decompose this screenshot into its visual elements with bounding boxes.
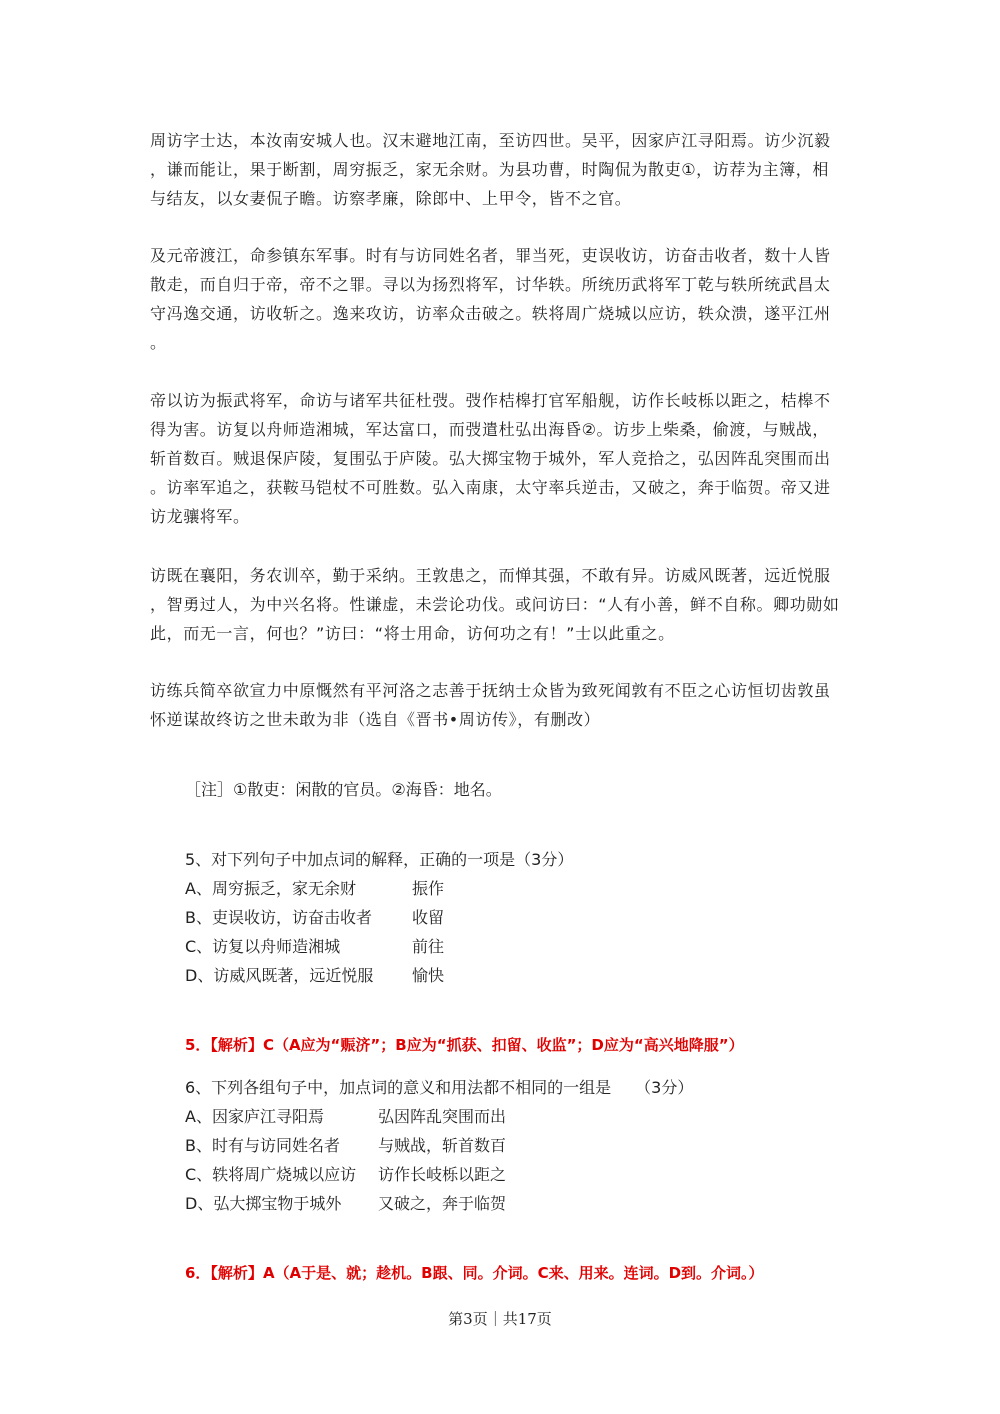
option-gloss: 前往 (412, 937, 445, 956)
page-footer: 第3页｜共17页 (448, 1310, 552, 1328)
option-gloss: 又破之，奔于临贺 (378, 1194, 507, 1213)
question-stem: 5、对下列句子中加点词的解释，正确的一项是（3分） (185, 850, 574, 869)
text-line: 与结友，以女妻侃子瞻。访察孝廉，除郎中、上甲令，皆不之官。 (150, 189, 632, 208)
option-gloss: 访作长岐栎以距之 (378, 1165, 507, 1184)
text-line: 及元帝渡江，命参镇东军事。时有与访同姓名者，罪当死，吏误收访，访奋击收者，数十人皆 (150, 246, 831, 265)
text-line: ，智勇过人，为中兴名将。性谦虚，未尝论功伐。或问访曰：“人有小善，鲜不自称。卿功勋如 (150, 595, 840, 614)
text-line: 访练兵简卒欲宣力中原慨然有平河洛之志善于抚纳士众皆为致死闻敦有不臣之心访恒切齿敦虽 (150, 681, 831, 700)
option-c (185, 932, 573, 961)
passage-paragraph-5 (150, 676, 850, 734)
option-gloss: 愉快 (412, 966, 445, 985)
answer-6: 6．【解析】A（A于是、就；趁机。B跟、同。介词。C来、用来。连词。D到。介词。） (185, 1264, 764, 1282)
passage-paragraph-3 (150, 386, 850, 531)
text-line: 散走，而自归于帝，帝不之罪。寻以为扬烈将军，讨华轶。所统历武将军丁乾与轶所统武昌太 (150, 275, 831, 294)
text-line: 。访率军追之，获鞍马铠杖不可胜数。弘入南康，太守率兵逆击，又破之，奔于临贺。帝又进 (150, 478, 831, 497)
option-text: B、时有与访同姓名者 (185, 1136, 340, 1155)
footnote-text: ［注］①散吏：闲散的官员。②海昏：地名。 (185, 780, 502, 799)
option-text: D、访威风既著，远近悦服 (185, 966, 374, 985)
option-text: B、吏误收访，访奋击收者 (185, 908, 372, 927)
text-line: 帝以访为振武将军，命访与诸军共征杜弢。弢作桔槔打官军船舰，访作长岐栎以距之，桔槔不 (150, 391, 831, 410)
option-gloss: 振作 (412, 879, 445, 898)
footnote (185, 775, 502, 804)
text-line: 周访字士达，本汝南安城人也。汉末避地江南，至访四世。吴平，因家庐江寻阳焉。访少沉毅 (150, 131, 831, 150)
option-gloss: 与贼战，斩首数百 (378, 1136, 507, 1155)
option-gloss: 收留 (412, 908, 445, 927)
text-line: 访既在襄阳，务农训卒，勤于采纳。王敦患之，而惮其强，不敢有异。访威风既著，远近悦服 (150, 566, 831, 585)
option-text: A、因家庐江寻阳焉 (185, 1107, 324, 1126)
text-line: 得为害。访复以舟师造湘城，军达富口，而弢遣杜弘出海昏②。访步上柴桑，偷渡，与贼战， (150, 420, 829, 439)
option-text: D、弘大掷宝物于城外 (185, 1194, 342, 1213)
text-line: 。 (150, 333, 167, 352)
text-line: 怀逆谋故终访之世未敢为非（选自《晋书•周访传》，有删改） (150, 710, 601, 729)
option-d (185, 961, 573, 990)
option-a (185, 874, 573, 903)
option-a (185, 1102, 693, 1131)
text-line: 此，而无一言，何也？”访曰：“将士用命，访何功之有！”士以此重之。 (150, 624, 675, 643)
passage-paragraph-1 (150, 126, 850, 213)
option-d (185, 1189, 693, 1218)
text-line: 访龙骧将军。 (150, 507, 250, 526)
option-c (185, 1160, 693, 1189)
question-stem: 6、下列各组句子中，加点词的意义和用法都不相同的一组是 （3分） (185, 1078, 694, 1097)
option-text: C、访复以舟师造湘城 (185, 937, 341, 956)
passage-paragraph-4 (150, 561, 850, 648)
text-line: ，谦而能让，果于断割，周穷振乏，家无余财。为县功曹，时陶侃为散吏①，访荐为主簿，相 (150, 160, 829, 179)
text-line: 斩首数百。贼退保庐陵，复围弘于庐陵。弘大掷宝物于城外，军人竞拾之，弘因阵乱突围而出 (150, 449, 831, 468)
option-text: C、轶将周广烧城以应访 (185, 1165, 357, 1184)
answer-5: 5．【解析】C（A应为“赈济”；B应为“抓获、扣留、收监”；D应为“高兴地降服”） (185, 1036, 744, 1054)
passage-paragraph-2 (150, 241, 850, 357)
option-text: A、周穷振乏，家无余财 (185, 879, 356, 898)
question-6 (185, 1073, 693, 1218)
text-line: 守冯逸交通，访收斩之。逸来攻访，访率众击破之。轶将周广烧城以应访，轶众溃，遂平江州 (150, 304, 831, 323)
question-5 (185, 845, 573, 990)
option-b (185, 1131, 693, 1160)
option-b (185, 903, 573, 932)
option-gloss: 弘因阵乱突围而出 (378, 1107, 507, 1126)
